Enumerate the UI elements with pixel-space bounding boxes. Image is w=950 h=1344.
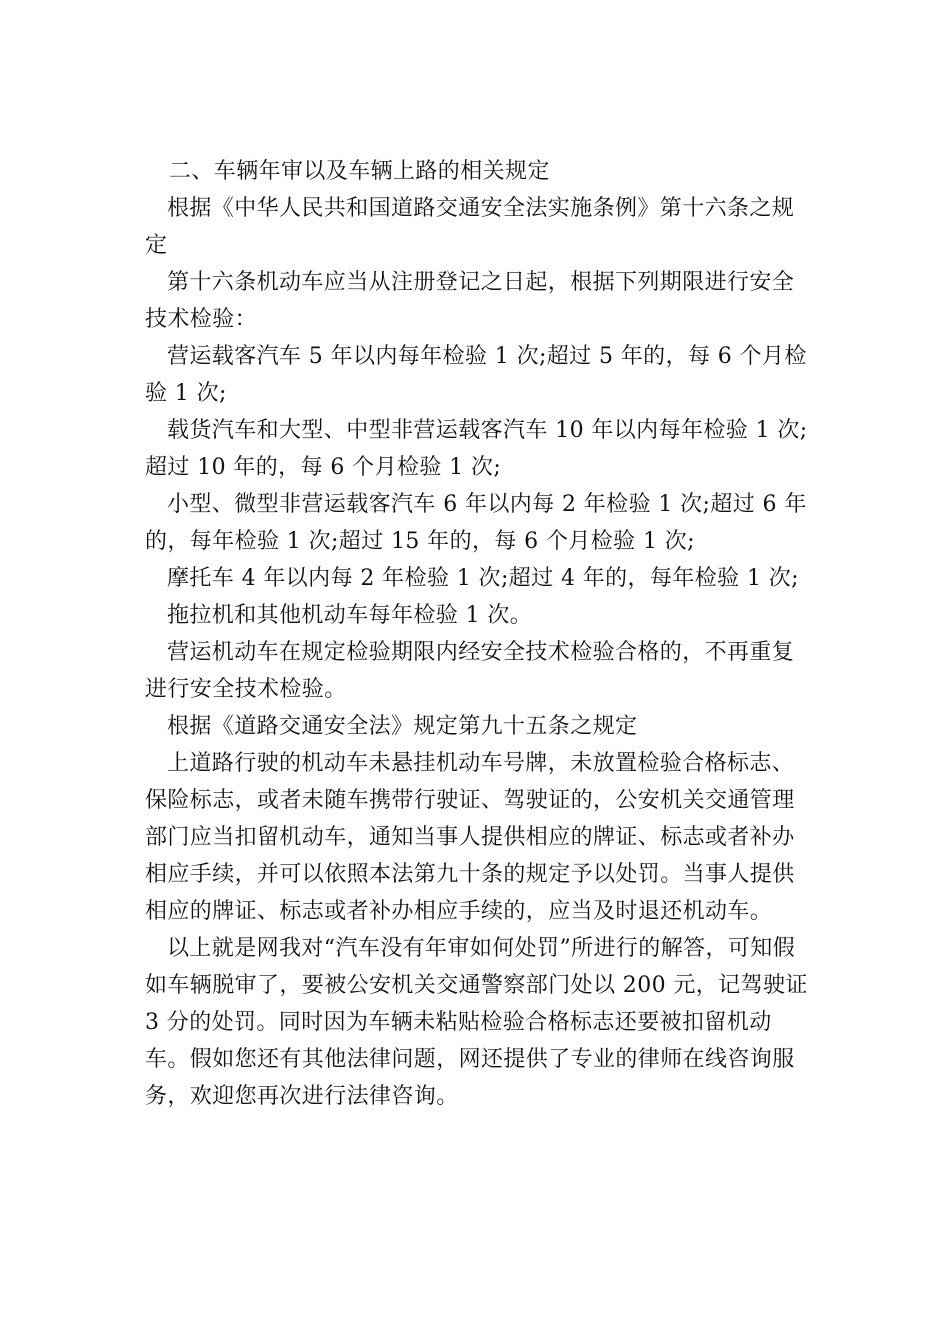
section-heading: 二、车辆年审以及车辆上路的相关规定: [169, 159, 550, 184]
paragraph-law-article-95-reference: 根据《道路交通安全法》规定第九十五条之规定: [167, 714, 638, 739]
paragraph-motorcycle: 摩托车 4 年以内每 2 年检验 1 次;超过 4 年的，每年检验 1 次;: [167, 566, 799, 591]
paragraph-article-16: 第十六条机动车应当从注册登记之日起，根据下列期限进行安全技术检验：: [145, 270, 795, 332]
paragraph-small-micro: 小型、微型非营运载客汽车 6 年以内每 2 年检验 1 次;超过 6 年的，每年检验 1 次;超过 15 年的，每 6 个月检验 1 次;: [145, 492, 807, 554]
paragraph-conclusion: 以上就是网我对“汽车没有年审如何处罚”所进行的解答，可知假如车辆脱审了，要被公安机关交通警察部门处以 200 元，记驾驶证 3 分的处罚。同时因为车辆未粘贴检验合格标志还要被扣留机动车。假如您还有其他法律问题，网还提供了专业的律师在线咨询服务，欢迎您再次进行法律咨询。: [145, 936, 808, 1109]
paragraph-cargo-large: 载货汽车和大型、中型非营运载客汽车 10 年以内每年检验 1 次;超过 10 年的，每 6 个月检验 1 次;: [145, 418, 808, 480]
paragraph-tractor: 拖拉机和其他机动车每年检验 1 次。: [167, 603, 533, 628]
document-body: [145, 153, 810, 1115]
paragraph-article-95: 上道路行驶的机动车未悬挂机动车号牌，未放置检验合格标志、保险标志，或者未随车携带行驶证、驾驶证的，公安机关交通管理部门应当扣留机动车，通知当事人提供相应的牌证、标志或者补办相应手续，并可以依照本法第九十条的规定予以处罚。当事人提供相应的牌证、标志或者补办相应手续的，应当及时退还机动车。: [145, 751, 795, 924]
paragraph-commercial-passenger: 营运载客汽车 5 年以内每年检验 1 次;超过 5 年的，每 6 个月检验 1 次;: [145, 344, 807, 406]
paragraph-regulation-reference: 根据《中华人民共和国道路交通安全法实施条例》第十六条之规定: [145, 196, 795, 258]
paragraph-no-repeat-inspection: 营运机动车在规定检验期限内经安全技术检验合格的，不再重复进行安全技术检验。: [145, 640, 795, 702]
